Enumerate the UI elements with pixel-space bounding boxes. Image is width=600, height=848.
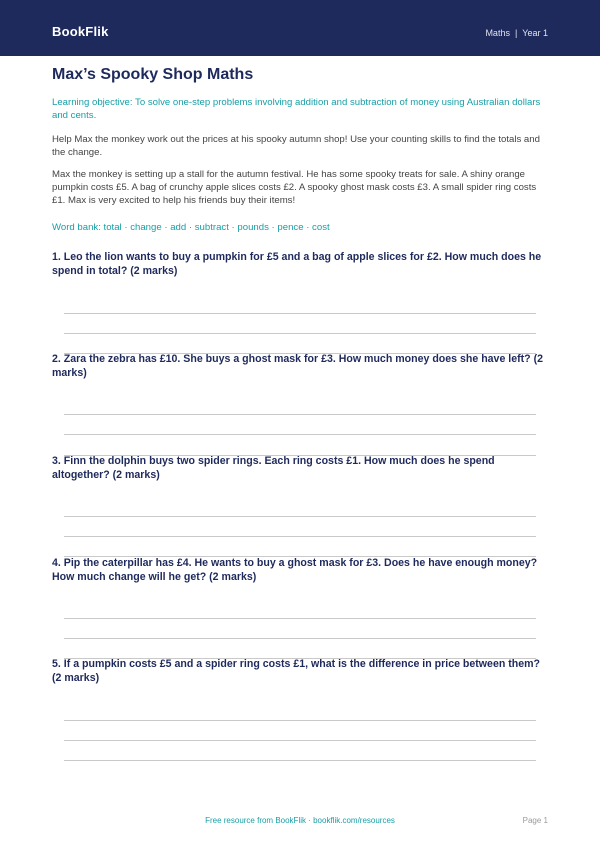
brand-logo[interactable]: BookFlik: [52, 24, 109, 39]
answer-line[interactable]: [64, 720, 536, 721]
learning-objective: Learning objective: To solve one-step problems involving addition and subtraction of money using Australian dollars and cents.: [52, 97, 541, 121]
page-title: Max’s Spooky Shop Maths: [52, 66, 254, 83]
answer-line[interactable]: [64, 313, 536, 314]
footer-credit[interactable]: Free resource from BookFlik · bookflik.com/resources: [205, 816, 395, 825]
question-3: 3. Finn the dolphin buys two spider rings. Each ring costs £1. How much does he spend altogether? (2 marks): [52, 455, 495, 481]
word-bank: Word bank: total · change · add · subtract · pounds · pence · cost: [52, 222, 330, 233]
breadcrumb-separator: |: [514, 28, 518, 38]
breadcrumb-subject[interactable]: Maths: [485, 28, 510, 38]
answer-line[interactable]: [64, 760, 536, 761]
page-number: Page 1: [522, 816, 548, 825]
question-4: 4. Pip the caterpillar has £4. He wants to buy a ghost mask for £3. Does he have enough money? How much change will he get? (2 marks): [52, 557, 538, 583]
answer-line[interactable]: [64, 333, 536, 334]
question-2: 2. Zara the zebra has £10. She buys a ghost mask for £3. How much money does she have left? (2 marks): [52, 353, 544, 379]
answer-line[interactable]: [64, 434, 536, 435]
answer-line[interactable]: [64, 414, 536, 415]
question-5: 5. If a pumpkin costs £5 and a spider ring costs £1, what is the difference in price between them? (2 marks): [52, 658, 541, 684]
answer-line[interactable]: [64, 516, 536, 517]
answer-line[interactable]: [64, 536, 536, 537]
story-paragraph: Max the monkey is setting up a stall for the autumn festival. He has some spooky treats for sale. A shiny orange pumpkin costs £5. A bag of crunchy apple slices costs £2. A spooky ghost mask costs £3. A small spider ring costs £1. Max is very excited to help his friends buy their items!: [52, 169, 537, 206]
breadcrumb: [485, 28, 548, 38]
intro-paragraph: Help Max the monkey work out the prices at his spooky autumn shop! Use your counting skills to find the totals and the change.: [52, 134, 540, 158]
answer-line[interactable]: [64, 740, 536, 741]
breadcrumb-year[interactable]: Year 1: [522, 28, 548, 38]
answer-line[interactable]: [64, 638, 536, 639]
answer-line[interactable]: [64, 618, 536, 619]
question-1: 1. Leo the lion wants to buy a pumpkin for £5 and a bag of apple slices for £2. How much does he spend in total? (2 marks): [52, 251, 542, 277]
header-bar: [0, 0, 600, 56]
